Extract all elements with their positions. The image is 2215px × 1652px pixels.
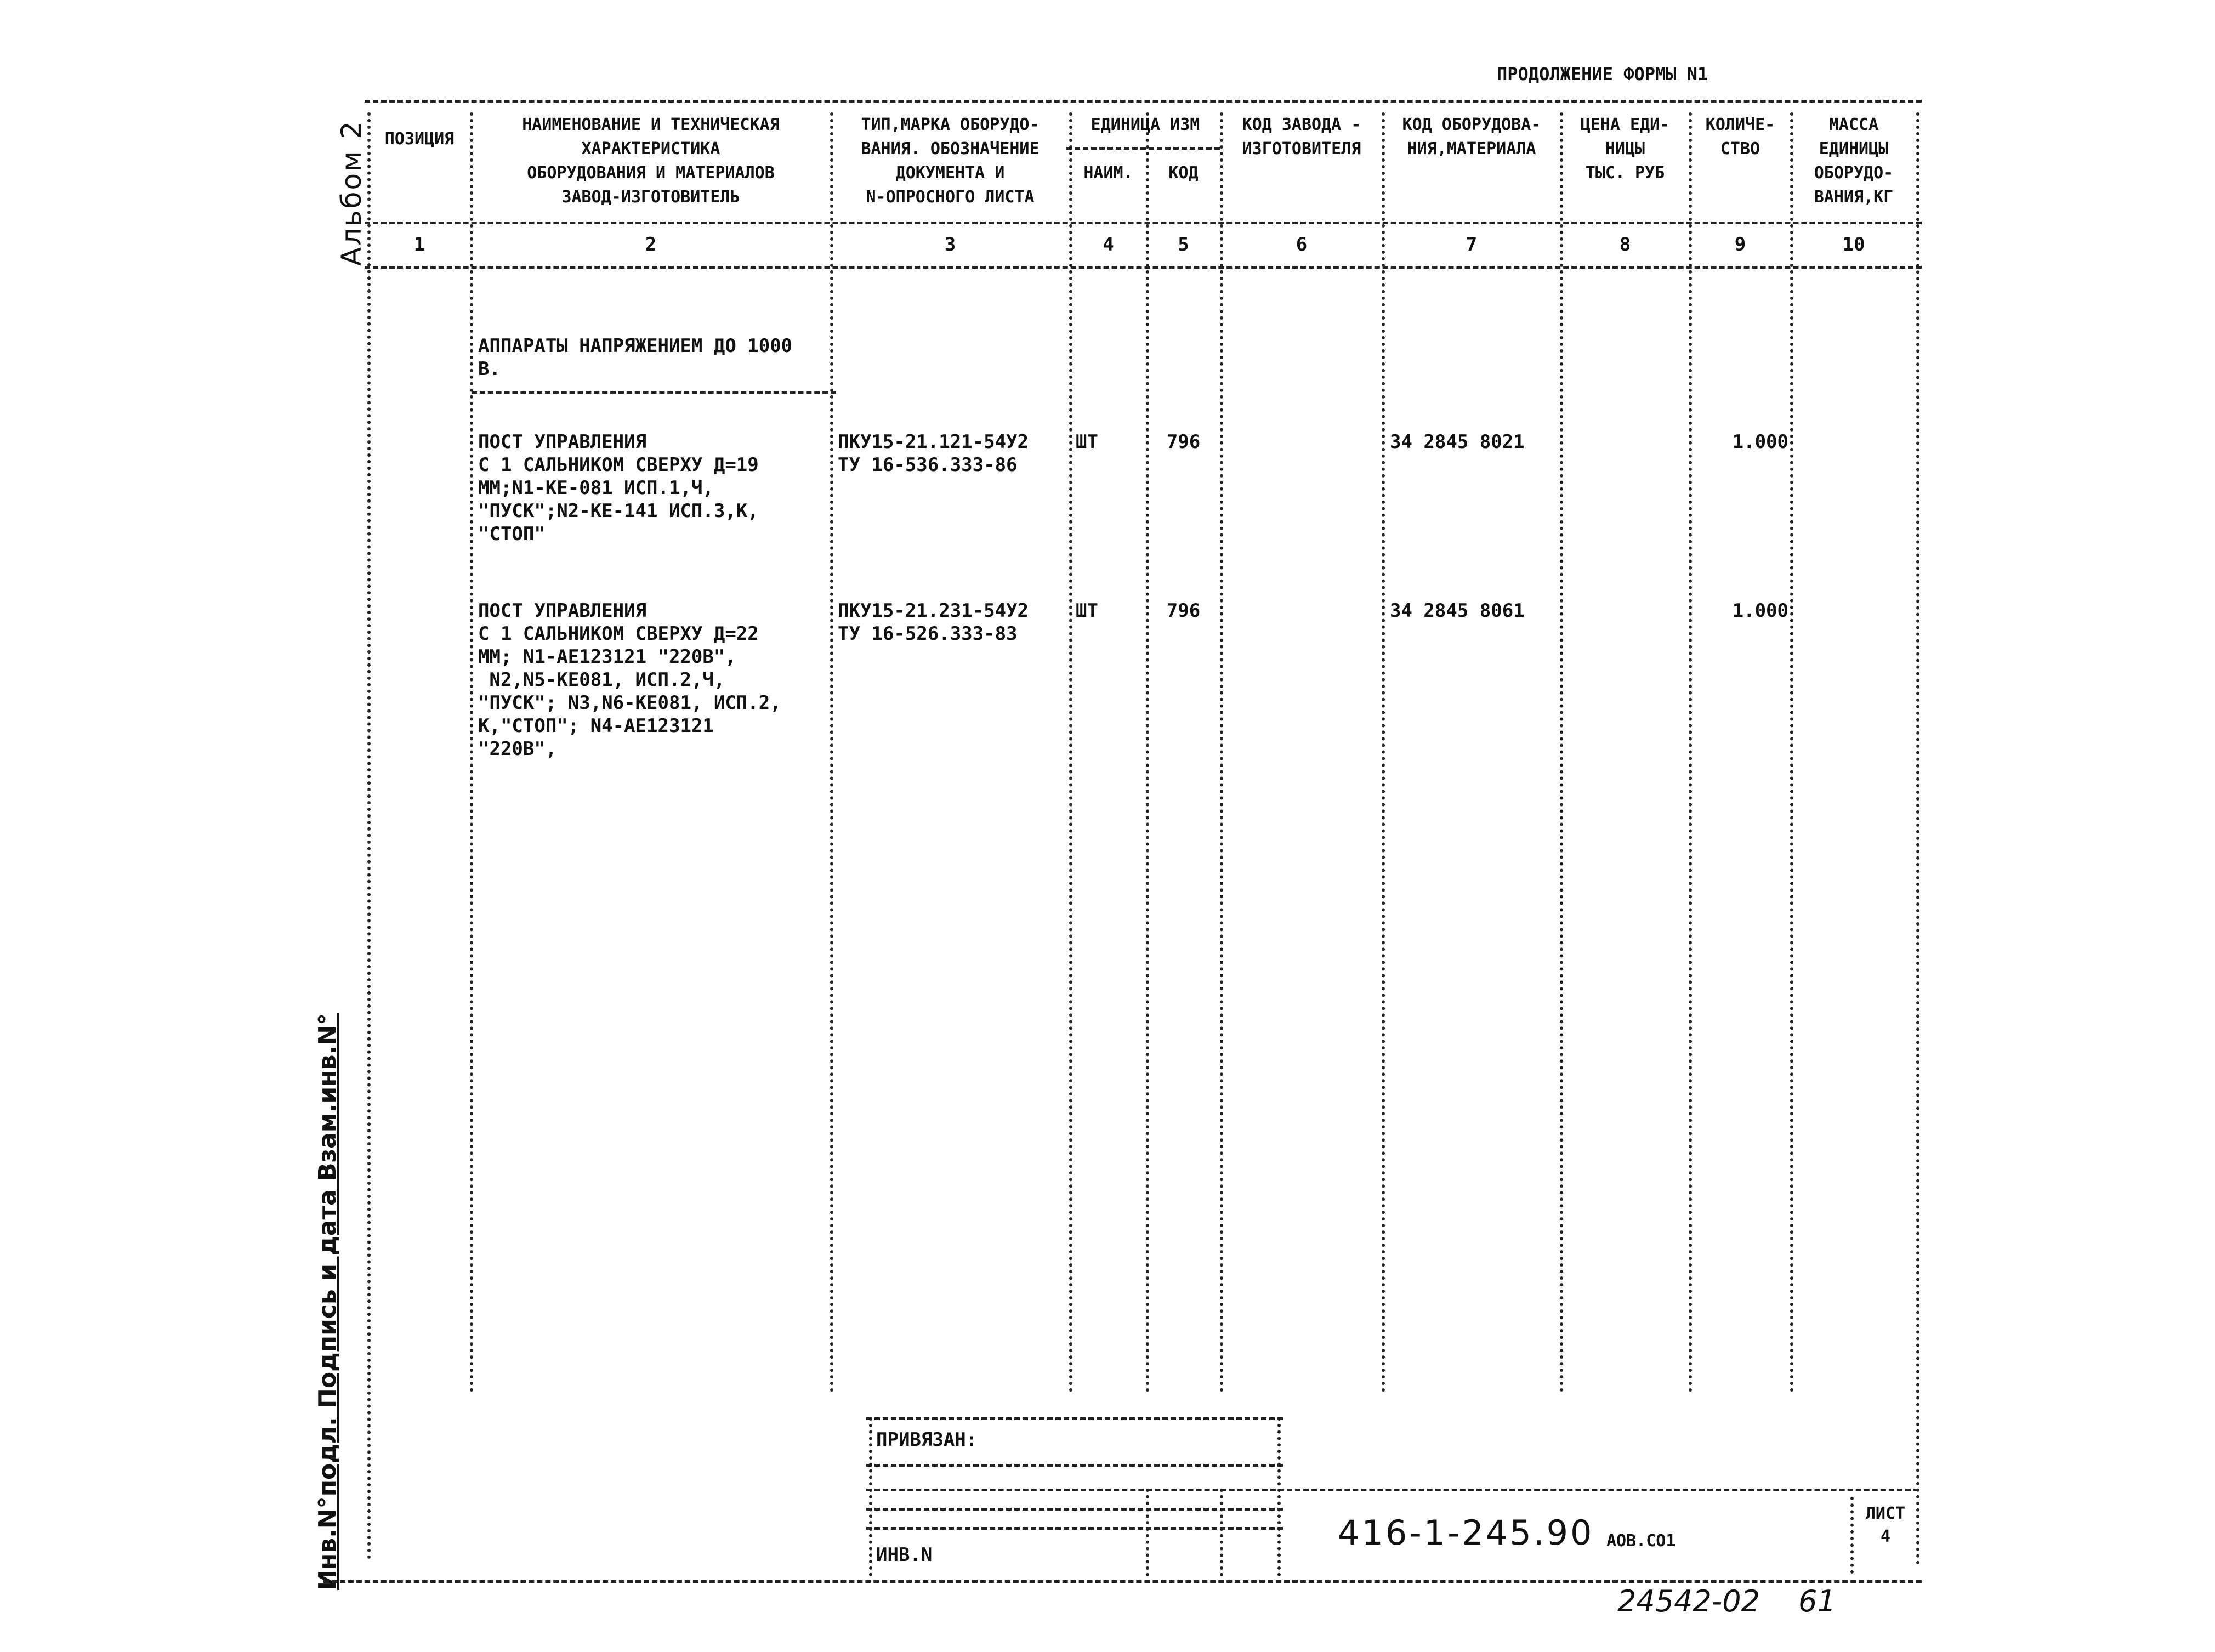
numbers-bottom-rule: [365, 266, 1922, 269]
archive-number: 24542-02: [1617, 1584, 1760, 1619]
row2-name-line-4: N2,N5-КЕ081, ИСП.2,Ч,: [478, 669, 725, 691]
col-line-1: [470, 112, 473, 1393]
row1-type-line-1: ПКУ15-21.121-54У2: [838, 431, 1029, 453]
row2-type-line-1: ПКУ15-21.231-54У2: [838, 600, 1029, 622]
stamp-rule-2: [866, 1464, 1283, 1467]
col-line-4: [1146, 112, 1149, 1393]
header-qty-1: КОЛИЧЕ-: [1705, 115, 1775, 134]
form-title: ПРОДОЛЖЕНИЕ ФОРМЫ N1: [1497, 64, 1708, 84]
header-top-rule: [365, 100, 1922, 103]
stamp-inv-number: ИНВ.N: [876, 1544, 933, 1566]
side-approval-stamp: Инв.N°подл. Подпись и дата Взам.инв.N°: [314, 1013, 342, 1590]
col-line-7: [1560, 112, 1563, 1393]
row1-name-line-2: С 1 САЛЬНИКОМ СВЕРХУ Д=19: [478, 454, 759, 476]
header-unit-name: НАИМ.: [1083, 163, 1133, 183]
header-type-2: ВАНИЯ. ОБОЗНАЧЕНИЕ: [861, 139, 1040, 158]
row1-name-line-3: ММ;N1-КЕ-081 ИСП.1,Ч,: [478, 477, 714, 499]
header-mass-1: МАССА: [1828, 115, 1879, 134]
col-line-2: [830, 112, 833, 1393]
row1-unit: ШТ: [1076, 431, 1098, 453]
col-line-3: [1069, 112, 1072, 1393]
row2-type-line-2: ТУ 16-526.333-83: [838, 623, 1018, 645]
col-line-0: [367, 112, 371, 1560]
row2-unit: ШТ: [1076, 600, 1098, 622]
album-label: Альбом 2: [336, 120, 367, 266]
col-line-10: [1916, 112, 1919, 1565]
col-line-6: [1382, 112, 1385, 1393]
header-price-3: ТЫС. РУБ: [1585, 163, 1665, 183]
row2-equip-code: 34 2845 8061: [1390, 600, 1525, 622]
document-code: 416-1-245.90: [1338, 1513, 1594, 1553]
sheet-number: 4: [1880, 1527, 1891, 1546]
header-price-2: НИЦЫ: [1605, 139, 1645, 158]
row1-qty: 1.000: [1732, 431, 1788, 453]
section-heading-line-1: АППАРАТЫ НАПРЯЖЕНИЕМ ДО 1000: [478, 335, 793, 357]
col-number-8: 8: [1619, 234, 1631, 256]
stamp-vline-2: [1146, 1489, 1149, 1576]
sheet-code: АОВ.СО1: [1606, 1531, 1676, 1551]
header-bottom-rule: [365, 222, 1922, 224]
section-separator-rule: [472, 391, 836, 394]
col-line-9: [1790, 112, 1793, 1393]
header-price-1: ЦЕНА ЕДИ-: [1580, 115, 1670, 134]
header-name-4: ЗАВОД-ИЗГОТОВИТЕЛЬ: [561, 188, 740, 207]
header-position: ПОЗИЦИЯ: [384, 129, 455, 149]
header-mass-2: ЕДИНИЦЫ: [1819, 139, 1889, 158]
header-type-3: ДОКУМЕНТА И: [895, 163, 1005, 183]
row1-name-line-4: "ПУСК";N2-КЕ-141 ИСП.3,К,: [478, 500, 759, 522]
row2-name-line-3: ММ; N1-АЕ123121 "220В",: [478, 646, 736, 668]
row2-qty: 1.000: [1732, 600, 1788, 622]
header-type-4: N-ОПРОСНОГО ЛИСТА: [866, 188, 1035, 207]
col-line-5: [1220, 112, 1223, 1393]
header-unit-code: КОД: [1168, 163, 1199, 183]
header-name-1: НАИМЕНОВАНИЕ И ТЕХНИЧЕСКАЯ: [522, 115, 780, 134]
col-number-2: 2: [645, 234, 657, 256]
header-unit: ЕДИНИЦА ИЗМ: [1091, 115, 1200, 134]
row1-name-line-5: "СТОП": [478, 523, 546, 545]
header-mass-4: ВАНИЯ,КГ: [1814, 188, 1894, 207]
stamp-rule-3: [866, 1489, 1919, 1491]
col-line-8: [1689, 112, 1692, 1393]
header-name-2: ХАРАКТЕРИСТИКА: [581, 139, 720, 158]
col-number-5: 5: [1178, 234, 1189, 256]
row2-name-line-2: С 1 САЛЬНИКОМ СВЕРХУ Д=22: [478, 623, 759, 645]
sheet-label: ЛИСТ: [1865, 1504, 1906, 1523]
header-equip-code-1: КОД ОБОРУДОВА-: [1402, 115, 1541, 134]
header-name-3: ОБОРУДОВАНИЯ И МАТЕРИАЛОВ: [527, 163, 775, 183]
row2-name-line-5: "ПУСК"; N3,N6-КЕ081, ИСП.2,: [478, 692, 781, 714]
row2-name-line-6: К,"СТОП"; N4-АЕ123121: [478, 715, 714, 737]
stamp-privyazan: ПРИВЯЗАН:: [876, 1429, 978, 1451]
header-qty-2: СТВО: [1720, 139, 1760, 158]
stamp-vline-5: [1850, 1497, 1854, 1574]
row1-unit-code: 796: [1166, 431, 1201, 453]
header-mass-3: ОБОРУДО-: [1814, 163, 1894, 183]
col-number-3: 3: [944, 234, 956, 256]
stamp-vline-3: [1220, 1489, 1223, 1576]
bottom-rule: [323, 1580, 1922, 1583]
col-number-7: 7: [1466, 234, 1478, 256]
row2-name-line-7: "220В",: [478, 738, 557, 760]
col-number-6: 6: [1296, 234, 1308, 256]
header-plant-code-1: КОД ЗАВОДА -: [1242, 115, 1361, 134]
row1-type-line-2: ТУ 16-536.333-86: [838, 454, 1018, 476]
stamp-top-rule: [866, 1417, 1283, 1420]
section-heading-line-2: В.: [478, 358, 501, 380]
header-type-1: ТИП,МАРКА ОБОРУДО-: [861, 115, 1040, 134]
header-plant-code-2: ИЗГОТОВИТЕЛЯ: [1242, 139, 1361, 158]
col-number-4: 4: [1103, 234, 1114, 256]
stamp-vline-4: [1277, 1417, 1281, 1576]
row2-name-line-1: ПОСТ УПРАВЛЕНИЯ: [478, 600, 647, 622]
row1-equip-code: 34 2845 8021: [1390, 431, 1525, 453]
col-number-9: 9: [1734, 234, 1746, 256]
row2-unit-code: 796: [1166, 600, 1201, 622]
unit-header-rule: [1066, 147, 1220, 150]
page-mark: 61: [1798, 1584, 1836, 1619]
col-number-10: 10: [1842, 234, 1865, 256]
stamp-vline-1: [869, 1417, 872, 1576]
header-equip-code-2: НИЯ,МАТЕРИАЛА: [1407, 139, 1536, 158]
row1-name-line-1: ПОСТ УПРАВЛЕНИЯ: [478, 431, 647, 453]
col-number-1: 1: [413, 234, 425, 256]
